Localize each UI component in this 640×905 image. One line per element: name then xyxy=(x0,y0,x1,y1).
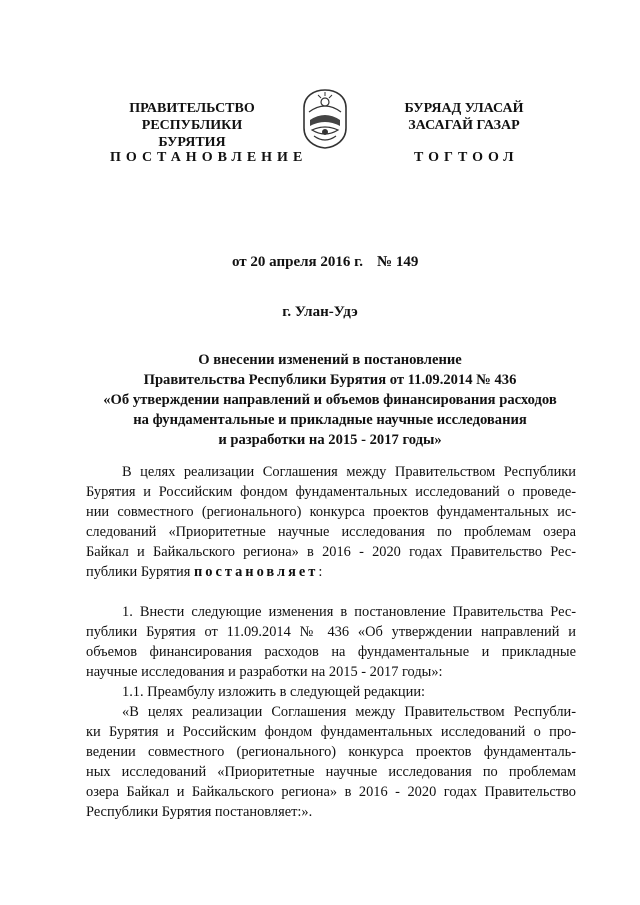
title-line: «Об утверждении направлений и объемов финансирования расходов xyxy=(103,392,557,408)
preamble-paragraph xyxy=(86,462,576,582)
city: г. Улан-Удэ xyxy=(282,304,358,320)
doc-type-bur: ТОГТООЛ xyxy=(414,150,519,165)
text-fragment: публики Бурятия xyxy=(86,564,194,580)
text-line: озера Байкал и Байкальского региона» в 2016 - 2020 годах Правительство xyxy=(86,784,576,800)
text-fragment: : xyxy=(318,564,323,580)
title-line: и разработки на 2015 - 2017 годы» xyxy=(218,432,442,448)
issuer-bur-line1: БУРЯАД УЛАСАЙ xyxy=(404,101,524,116)
text-line: ных исследований «Приоритетные научные исследования по проблемам xyxy=(86,764,576,780)
document-title xyxy=(70,350,590,450)
date-number-line xyxy=(232,254,418,271)
text-line: публики Бурятия от 11.09.2014 № 436 «Об утверждении направлений и xyxy=(86,624,576,640)
item-1-1: 1.1. Преамбулу изложить в следующей редакции: xyxy=(122,684,426,700)
buryatia-coat-of-arms-icon xyxy=(300,88,350,150)
doc-type-ru: ПОСТАНОВЛЕНИЕ xyxy=(110,150,308,165)
issuer-bur-line2: ЗАСАГАЙ ГАЗАР xyxy=(408,118,520,133)
issuer-bur xyxy=(382,100,546,134)
text-line: ки Бурятия и Российским фондом фундаментальных исследований о про- xyxy=(86,724,576,740)
title-line: на фундаментальные и прикладные научные исследования xyxy=(133,412,527,428)
text-line: Бурятия и Российским фондом фундаментальных исследований о проведе- xyxy=(86,484,576,500)
text-line: В целях реализации Соглашения между Правительством Республики xyxy=(122,464,576,480)
text-line: ведении совместного (регионального) конкурса проектов фундаменталь- xyxy=(86,744,576,760)
issuer-ru-line1: ПРАВИТЕЛЬСТВО xyxy=(129,101,255,116)
issuer-ru-line2: РЕСПУБЛИКИ БУРЯТИЯ xyxy=(141,118,243,150)
document-number: № 149 xyxy=(377,254,419,270)
text-line: Республики Бурятия постановляет:». xyxy=(86,804,313,820)
document-date: от 20 апреля 2016 г. xyxy=(232,254,364,270)
text-line: «В целях реализации Соглашения между Правительством Республи- xyxy=(122,704,576,720)
text-line: научные исследования и разработки на 2015 - 2017 годы»: xyxy=(86,664,443,680)
text-line: нии совместного (регионального) конкурса проектов фундаментальных ис- xyxy=(86,504,576,520)
text-line xyxy=(86,562,576,582)
title-line: О внесении изменений в постановление xyxy=(198,352,462,368)
resolves-keyword: постановляет xyxy=(193,564,319,580)
issuer-ru xyxy=(108,100,276,151)
text-line: следований «Приоритетные научные исследования по проблемам озера xyxy=(86,524,576,540)
title-line: Правительства Республики Бурятия от 11.09.2014 № 436 xyxy=(143,372,517,388)
text-line: Байкал и Байкальского региона» в 2016 - 2020 годах Правительство Рес- xyxy=(86,544,576,560)
item-1-section xyxy=(86,602,576,822)
text-line: объемов финансирования расходов на фундаментальные и прикладные xyxy=(86,644,576,660)
text-line: 1. Внести следующие изменения в постановление Правительства Рес- xyxy=(122,604,576,620)
